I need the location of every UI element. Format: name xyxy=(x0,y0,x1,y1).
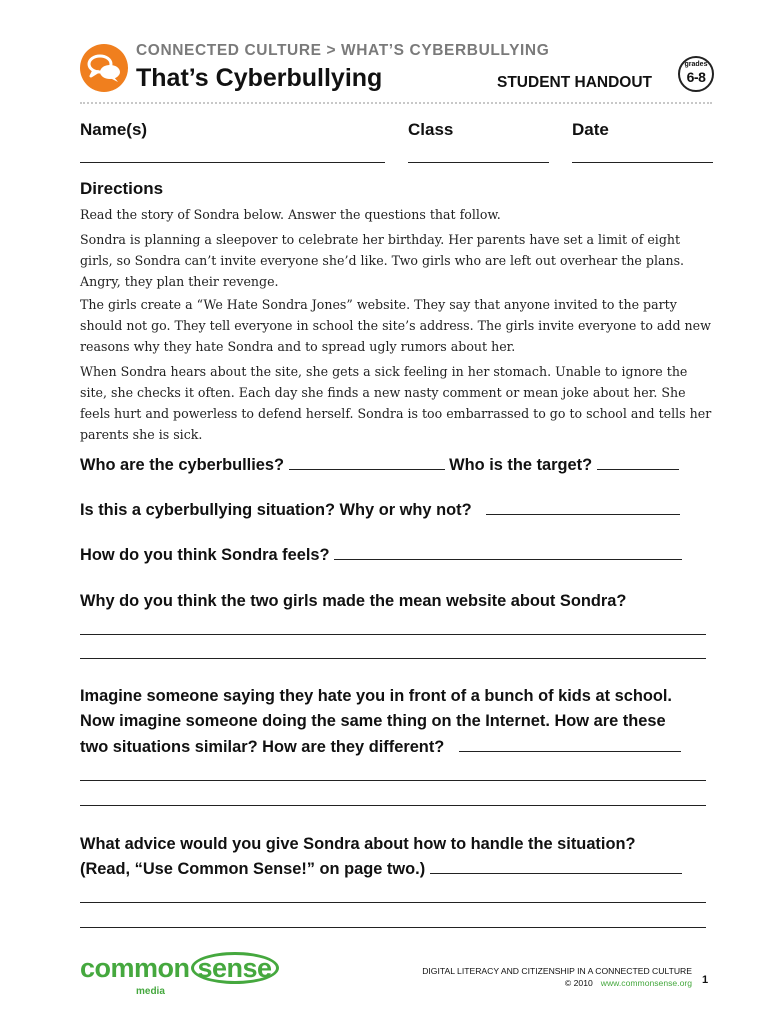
question-3-text: How do you think Sondra feels? xyxy=(80,546,330,564)
question-6-line-1: What advice would you give Sondra about how to handle the situation? xyxy=(80,835,636,853)
question-6-line-2-text: (Read, “Use Common Sense!” on page two.) xyxy=(80,860,426,878)
footer-copyright xyxy=(380,978,692,988)
class-field[interactable] xyxy=(408,162,549,163)
question-4-text: Why do you think the two girls made the mean website about Sondra? xyxy=(80,592,627,610)
logo-text-media: media xyxy=(136,986,165,997)
question-4-answer-line-2[interactable] xyxy=(80,658,706,659)
footer-series-title: DIGITAL LITERACY AND CITIZENSHIP IN A CONNECTED CULTURE xyxy=(422,966,692,976)
question-5-answer-line-2[interactable] xyxy=(80,805,706,806)
header-divider xyxy=(80,102,712,104)
question-1b-text: Who is the target? xyxy=(449,456,593,474)
logo-text-common: common xyxy=(80,953,190,983)
copyright-text: © 2010 xyxy=(564,978,593,988)
grades-range: 6-8 xyxy=(686,69,706,85)
breadcrumb: CONNECTED CULTURE > WHAT’S CYBERBULLYING xyxy=(136,42,550,59)
question-6-answer-line-1[interactable] xyxy=(80,902,706,903)
name-label: Name(s) xyxy=(80,120,148,139)
question-5-answer-blank[interactable] xyxy=(459,737,681,752)
cyberbullies-answer-blank[interactable] xyxy=(289,455,445,470)
page-number: 1 xyxy=(702,974,709,986)
question-6-answer-line-2[interactable] xyxy=(80,927,706,928)
question-2-answer-blank[interactable] xyxy=(486,500,680,515)
story-paragraph-1: Sondra is planning a sleepover to celebrate her birthday. Her parents have set a limit of eight girls, so Sondra can’t invite everyone she’d like. Two girls who are left out overhear the plans. Angry, they plan their revenge. xyxy=(80,232,685,289)
question-3 xyxy=(80,543,712,568)
question-1a-text: Who are the cyberbullies? xyxy=(80,456,285,474)
question-2 xyxy=(80,498,712,523)
question-4-answer-line-1[interactable] xyxy=(80,634,706,635)
story-paragraph-2: The girls create a “We Hate Sondra Jones” website. They say that anyone invited to the party should not go. They tell everyone in school the site’s address. The girls invite everyone to add new reasons why they hate Sondra and to spread ugly rumors about her. xyxy=(80,297,711,354)
question-5-answer-line-1[interactable] xyxy=(80,780,706,781)
page-title: That’s Cyberbullying xyxy=(136,64,383,92)
date-label: Date xyxy=(572,120,609,139)
grades-badge xyxy=(678,56,714,92)
question-5-line-2: Now imagine someone doing the same thing on the Internet. How are these xyxy=(80,712,666,730)
directions-instruction: Read the story of Sondra below. Answer the questions that follow. xyxy=(80,207,501,222)
story-paragraph-3: When Sondra hears about the site, she gets a sick feeling in her stomach. Unable to ignore the site, she checks it often. Each day she finds a new nasty comment or mean joke about her. She feels hurt and powerless to defend herself. Sondra is too embarrassed to go to school and tells her parents she is sick. xyxy=(80,364,712,442)
class-label: Class xyxy=(408,120,454,139)
common-sense-media-logo xyxy=(80,952,280,984)
speech-bubbles-icon xyxy=(80,44,128,92)
question-2-text: Is this a cyberbullying situation? Why or why not? xyxy=(80,501,472,519)
question-3-answer-blank[interactable] xyxy=(334,545,682,560)
question-5-line-3 xyxy=(80,735,712,760)
name-field[interactable] xyxy=(80,162,385,163)
logo-text-sense: sense xyxy=(191,952,279,984)
directions-heading: Directions xyxy=(80,179,164,198)
date-field[interactable] xyxy=(572,162,713,163)
question-6-line-2 xyxy=(80,857,712,882)
footer-url-link[interactable]: www.commonsense.org xyxy=(600,978,692,988)
handout-label: STUDENT HANDOUT xyxy=(497,74,652,91)
logo-speech-bubbles-icon xyxy=(80,44,128,92)
question-6-answer-blank[interactable] xyxy=(430,859,682,874)
question-5-line-3-text: two situations similar? How are they different? xyxy=(80,738,445,756)
grades-word: grades xyxy=(684,61,708,68)
question-1 xyxy=(80,453,712,478)
question-5-line-1: Imagine someone saying they hate you in front of a bunch of kids at school. xyxy=(80,687,672,705)
target-answer-blank[interactable] xyxy=(597,455,679,470)
